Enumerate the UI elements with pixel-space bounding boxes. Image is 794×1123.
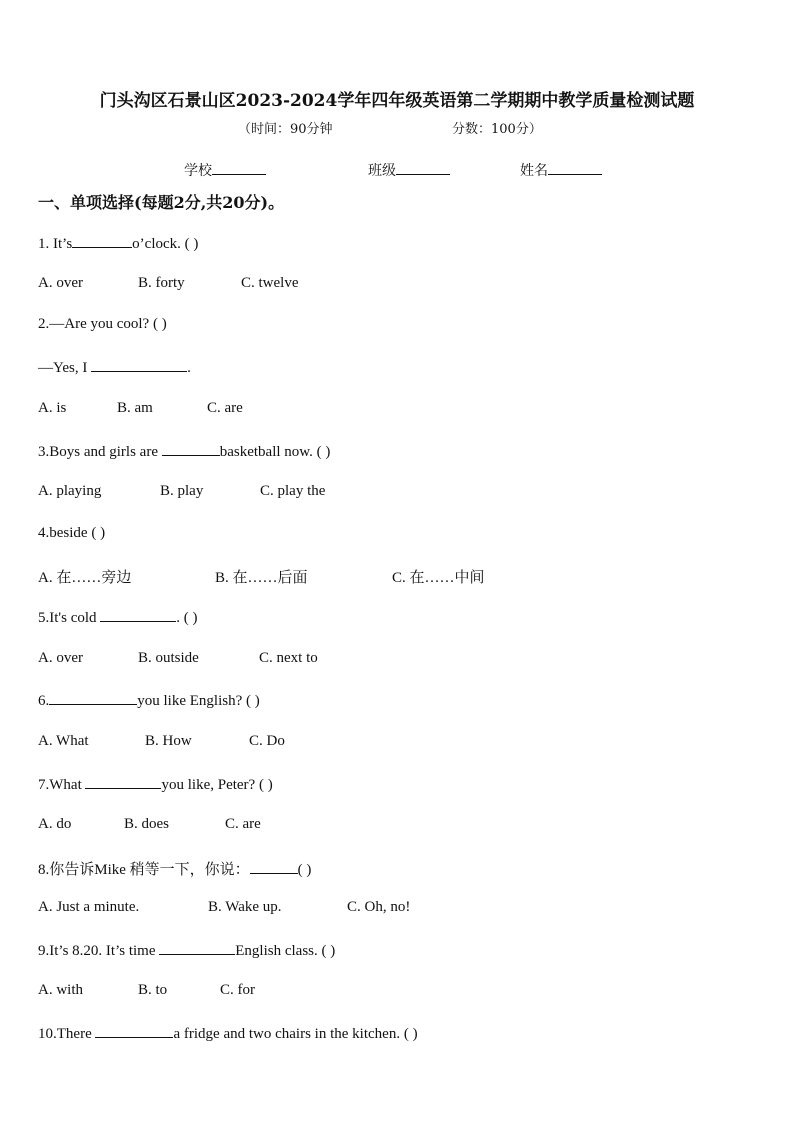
exam-time: （时间：90分钟	[238, 122, 333, 137]
options-6	[38, 733, 285, 750]
options-7	[38, 816, 261, 833]
question-text: 1. It’s	[38, 236, 73, 252]
question-text: 2.—Are you cool? ( )	[38, 316, 167, 332]
question-text: 7.What	[38, 777, 82, 793]
question-10	[38, 1024, 418, 1043]
section-title: 一、单项选择(每题2分,共20分)。	[38, 193, 285, 212]
options-2	[38, 400, 243, 417]
answer-blank	[95, 1024, 173, 1038]
options-8	[38, 899, 410, 916]
class-blank	[396, 162, 450, 175]
question-text: 5.It's cold	[38, 610, 97, 626]
options-1	[38, 275, 299, 292]
question-6	[38, 691, 260, 710]
page-title: 门头沟区石景山区2023-2024学年四年级英语第二学期期中教学质量检测试题	[99, 91, 695, 111]
answer-blank	[85, 775, 161, 789]
question-text: o’clock. ( )	[132, 236, 199, 252]
option-a: A. playing	[38, 483, 102, 499]
question-text: . ( )	[176, 610, 198, 626]
options-3	[38, 483, 325, 500]
option-b: B. does	[124, 816, 169, 832]
option-c: C. play the	[260, 483, 326, 499]
answer-blank	[100, 608, 176, 622]
answer-blank	[250, 860, 298, 874]
option-c: C. are	[225, 816, 261, 832]
options-5	[38, 650, 318, 667]
option-c: C. Oh, no!	[347, 899, 411, 915]
name-label: 姓名	[520, 163, 548, 179]
option-b: B. outside	[138, 650, 199, 666]
question-2	[38, 316, 167, 333]
question-3	[38, 442, 330, 461]
option-b: B. play	[160, 483, 204, 499]
option-c: C. Do	[249, 733, 285, 749]
option-c: C. next to	[259, 650, 318, 666]
question-text: 3.Boys and girls are	[38, 444, 158, 460]
answer-blank	[91, 358, 187, 372]
option-a: A. over	[38, 650, 83, 666]
option-b: B. am	[117, 400, 153, 416]
question-text: you like, Peter? ( )	[161, 777, 273, 793]
question-1	[38, 234, 198, 253]
question-text: 9.It’s 8.20. It’s time	[38, 943, 156, 959]
option-a: A. Just a minute.	[38, 899, 140, 915]
question-text: —Yes, I	[38, 360, 88, 376]
question-2-reply	[38, 358, 191, 377]
option-b: B. Wake up.	[208, 899, 282, 915]
question-text: ( )	[297, 862, 312, 878]
options-4	[38, 566, 485, 587]
school-field	[184, 160, 266, 180]
question-text: 6.	[38, 693, 50, 709]
question-text: 10.There	[38, 1026, 92, 1042]
options-9	[38, 982, 255, 999]
option-a: A. over	[38, 275, 83, 291]
option-c: C. for	[220, 982, 255, 998]
question-text: English class. ( )	[235, 943, 336, 959]
option-c: C. 在……中间	[392, 570, 485, 586]
question-text: a fridge and two chairs in the kitchen. ( )	[173, 1026, 418, 1042]
question-text: 8.你告诉Mike 稍等一下，你说：	[38, 862, 250, 878]
school-label: 学校	[184, 163, 212, 179]
question-7	[38, 775, 273, 794]
question-text: you like English? ( )	[137, 693, 260, 709]
question-5	[38, 608, 198, 627]
question-9	[38, 941, 335, 960]
answer-blank	[162, 442, 220, 456]
name-blank	[548, 162, 602, 175]
answer-blank	[159, 941, 235, 955]
question-text: .	[187, 360, 191, 376]
exam-score: 分数：100分）	[452, 122, 542, 137]
name-field	[520, 160, 602, 180]
option-b: B. 在……后面	[215, 570, 308, 586]
option-c: C. are	[207, 400, 243, 416]
option-b: B. forty	[138, 275, 185, 291]
option-b: B. to	[138, 982, 168, 998]
class-field	[368, 160, 450, 180]
option-a: A. is	[38, 400, 67, 416]
option-a: A. with	[38, 982, 83, 998]
option-b: B. How	[145, 733, 192, 749]
school-blank	[212, 162, 266, 175]
question-text: basketball now. ( )	[219, 444, 331, 460]
option-c: C. twelve	[241, 275, 299, 291]
option-a: A. do	[38, 816, 72, 832]
option-a: A. 在……旁边	[38, 570, 132, 586]
question-text: 4.beside ( )	[38, 525, 106, 541]
answer-blank	[72, 234, 132, 248]
question-8	[38, 858, 311, 879]
class-label: 班级	[368, 163, 396, 179]
option-a: A. What	[38, 733, 89, 749]
question-4	[38, 525, 105, 542]
answer-blank	[49, 691, 137, 705]
